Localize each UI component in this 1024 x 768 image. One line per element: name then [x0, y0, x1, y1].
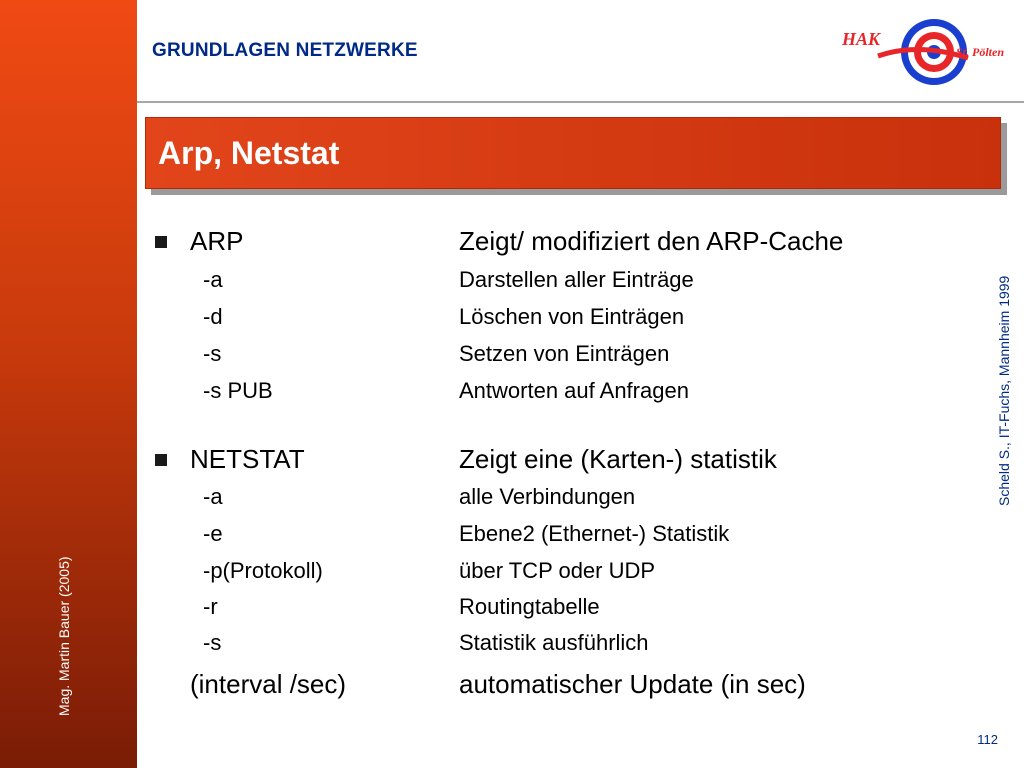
- bullet-icon: [155, 236, 167, 248]
- command-label: NETSTAT: [190, 444, 305, 474]
- option-text: Darstellen aller Einträge: [459, 267, 694, 292]
- command-description: Zeigt eine (Karten-) statistik: [459, 444, 777, 474]
- page-number: 112: [977, 732, 998, 747]
- option-text: Löschen von Einträgen: [459, 304, 685, 329]
- command-description: Zeigt/ modifiziert den ARP-Cache: [459, 226, 844, 256]
- option-text: Antworten auf Anfragen: [459, 378, 689, 403]
- option-flag: -s: [203, 630, 222, 655]
- logo-text-left: HAK: [842, 29, 881, 49]
- footer-flag: (interval /sec): [190, 669, 347, 699]
- option-text: über TCP oder UDP: [459, 558, 656, 583]
- footer-text: automatischer Update (in sec): [459, 669, 806, 699]
- option-text: Ebene2 (Ethernet-) Statistik: [459, 521, 730, 546]
- header-title: GRUNDLAGEN NETZWERKE: [152, 40, 418, 61]
- logo-text-right: St. Pölten: [956, 45, 1005, 59]
- option-flag: -e: [203, 521, 223, 546]
- slide-title-bar: [145, 117, 1001, 189]
- option-text: Routingtabelle: [459, 594, 600, 619]
- option-flag: -a: [203, 484, 223, 509]
- option-flag: -p(Protokoll): [203, 558, 323, 583]
- sidebar-gradient: [0, 0, 137, 768]
- option-text: alle Verbindungen: [459, 484, 636, 509]
- author-credit: Mag. Martin Bauer (2005): [56, 556, 72, 716]
- option-flag: -s PUB: [203, 378, 273, 403]
- bullet-icon: [155, 454, 167, 466]
- header-divider: [137, 101, 1024, 103]
- option-text: Statistik ausführlich: [459, 630, 649, 655]
- option-flag: -a: [203, 267, 223, 292]
- slide-title: Arp, Netstat: [158, 135, 340, 171]
- option-text: Setzen von Einträgen: [459, 341, 670, 366]
- source-credit: Scheld S., IT-Fuchs, Mannheim 1999: [996, 275, 1012, 506]
- option-flag: -d: [203, 304, 223, 329]
- option-flag: -r: [203, 594, 218, 619]
- school-logo: [838, 12, 1014, 92]
- command-label: ARP: [190, 226, 244, 256]
- option-flag: -s: [203, 341, 222, 366]
